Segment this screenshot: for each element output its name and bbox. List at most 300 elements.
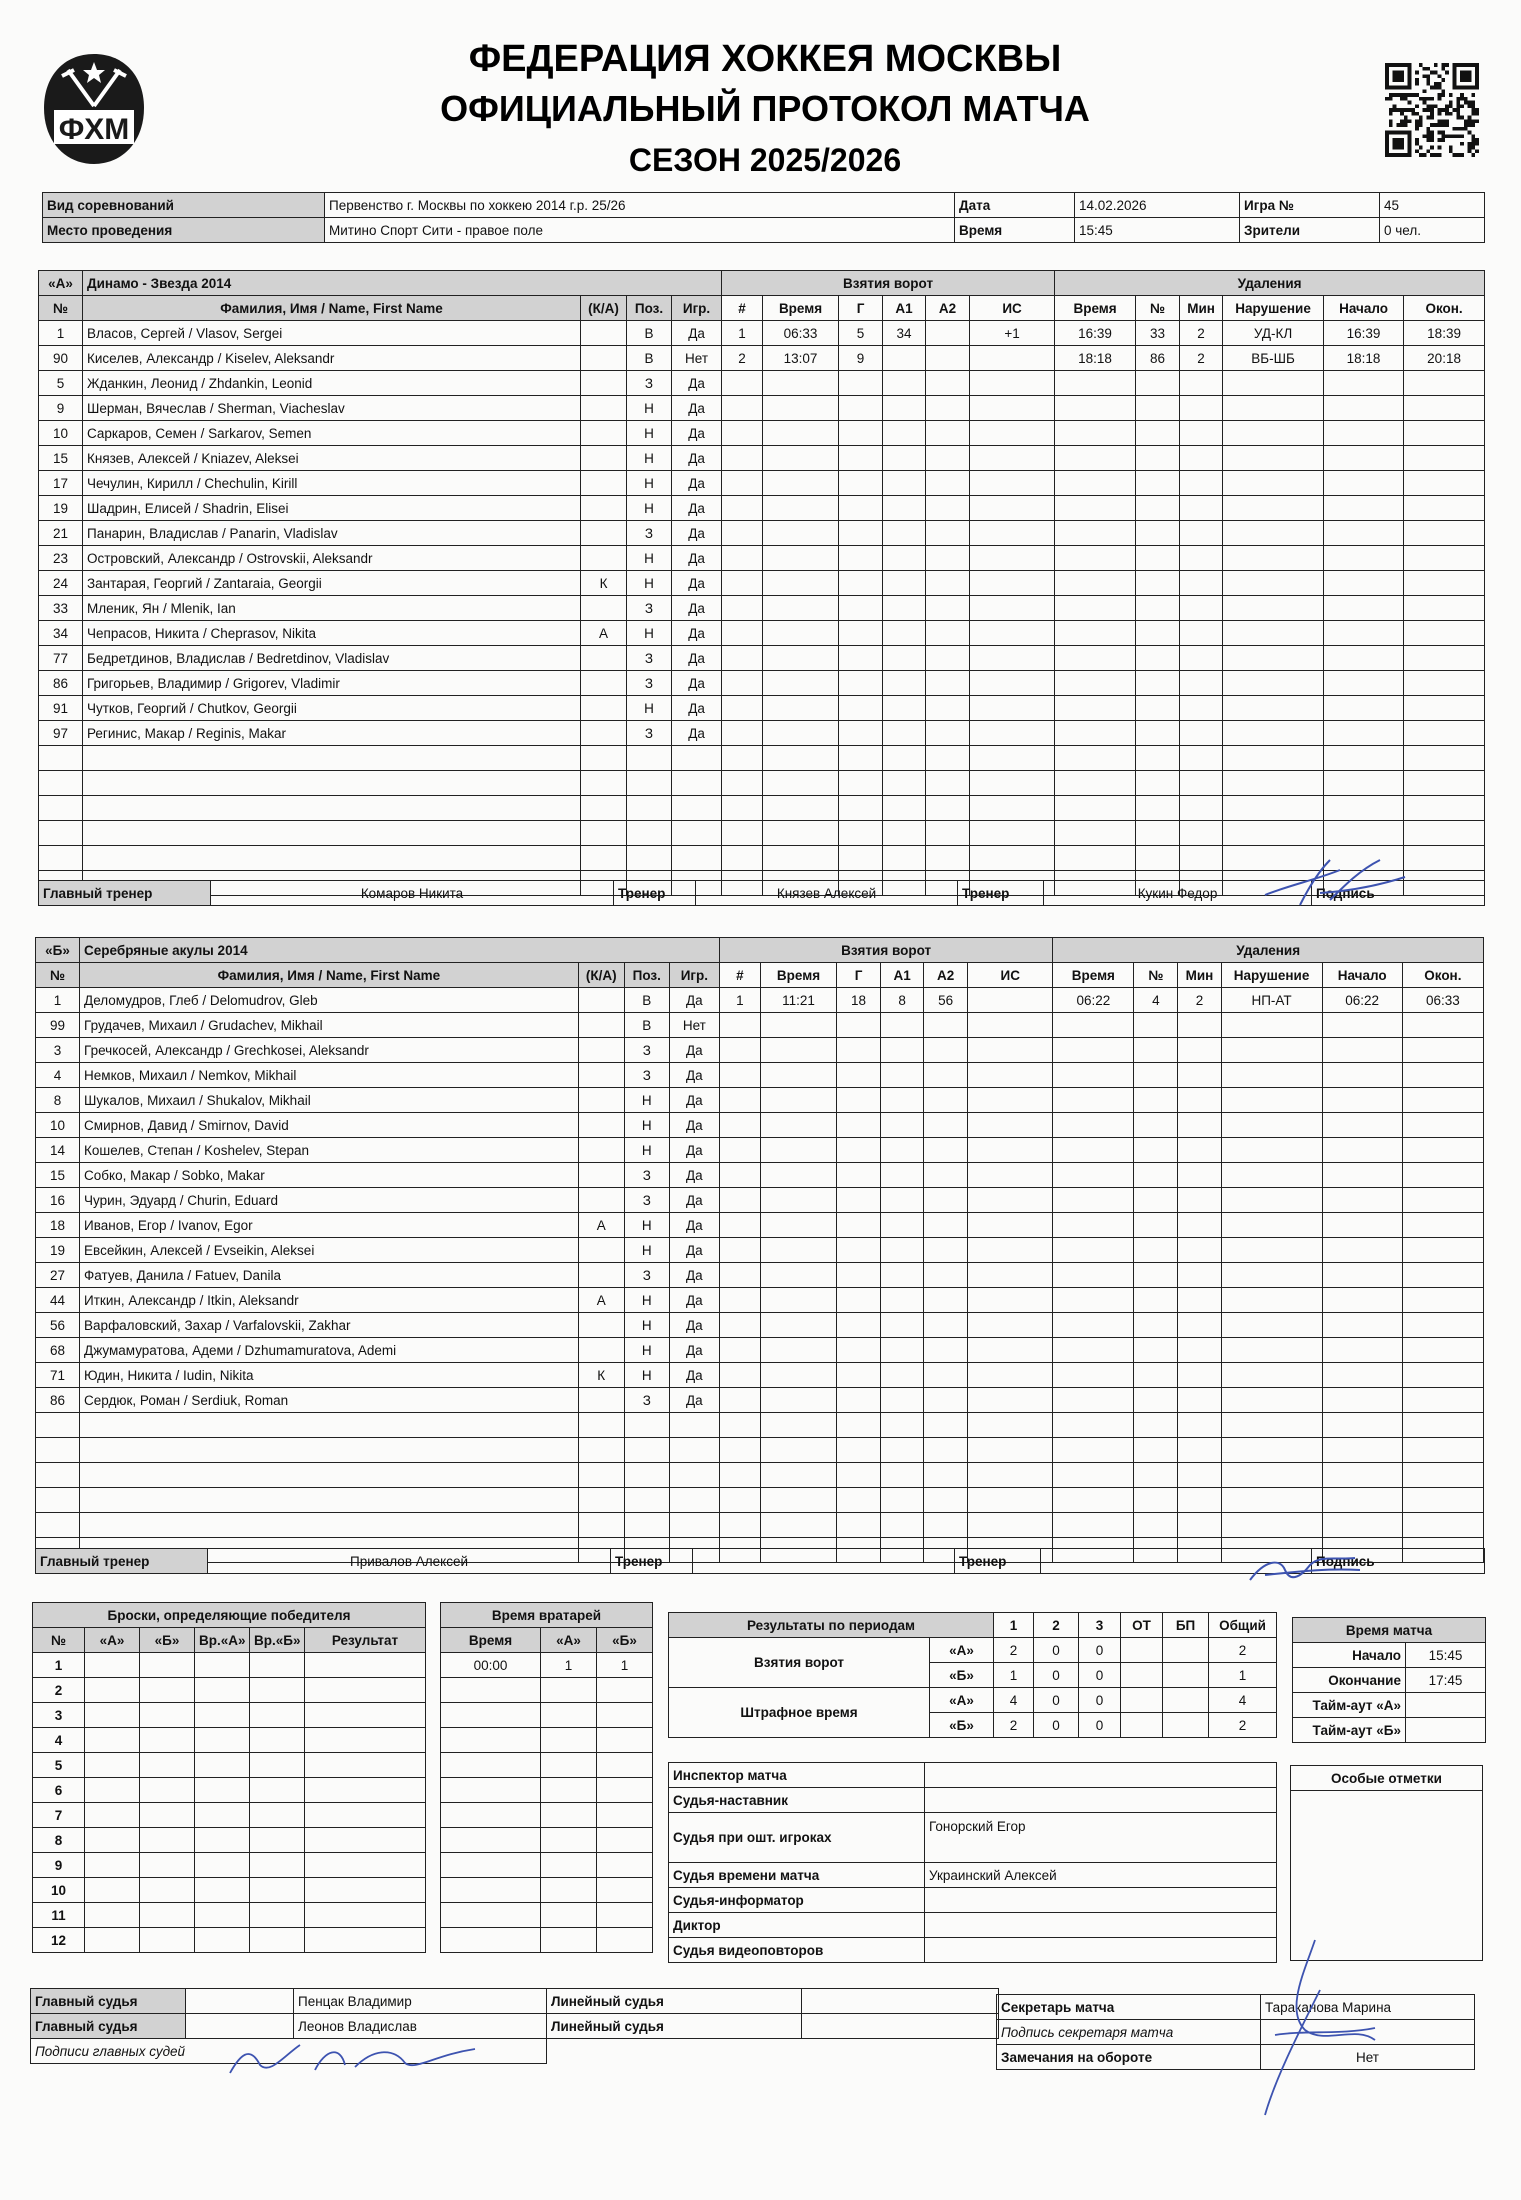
player-position: Н	[624, 1088, 669, 1113]
player-played: Да	[669, 1113, 719, 1138]
player-name: Смирнов, Давид / Smirnov, David	[80, 1113, 579, 1138]
pim-a-p2: 0	[1034, 1688, 1079, 1713]
player-number: 18	[36, 1213, 80, 1238]
player-played: Да	[669, 1163, 719, 1188]
shootout-row-number: 8	[33, 1828, 85, 1853]
col-p2: 2	[1034, 1613, 1079, 1638]
player-role	[578, 1188, 624, 1213]
team-code: «А»	[39, 271, 83, 296]
pim-a-total: 4	[1209, 1688, 1277, 1713]
goals-label: Взятия ворот	[669, 1638, 930, 1688]
date-value: 14.02.2026	[1075, 193, 1240, 218]
shootout-row-number: 6	[33, 1778, 85, 1803]
player-role: К	[581, 571, 627, 596]
goals-b-bp	[1163, 1663, 1209, 1688]
penalty-no: 4	[1134, 988, 1178, 1013]
player-name: Грудачев, Михаил / Grudachev, Mikhail	[80, 1013, 579, 1038]
pim-b-total: 2	[1209, 1713, 1277, 1738]
coach2-name	[1041, 1549, 1312, 1574]
player-name: Иванов, Егор / Ivanov, Egor	[80, 1213, 579, 1238]
coach2-label: Тренер	[958, 881, 1044, 906]
player-position: Н	[627, 546, 672, 571]
goals-title: Взятия ворот	[719, 938, 1052, 963]
player-role	[578, 1238, 624, 1263]
goal-time: 13:07	[763, 346, 839, 371]
player-number: 21	[39, 521, 83, 546]
goals-a-bp	[1163, 1638, 1209, 1663]
player-role	[581, 396, 627, 421]
period-results-table	[668, 1612, 1277, 1738]
shootout-row-number: 12	[33, 1928, 85, 1953]
special-notes-area	[1291, 1791, 1483, 1961]
player-played: Да	[672, 496, 722, 521]
player-number: 44	[36, 1288, 80, 1313]
player-role	[578, 1113, 624, 1138]
goal-a1: 8	[881, 988, 924, 1013]
place-value: Митино Спорт Сити - правое поле	[325, 218, 955, 243]
signature-label: Подпись	[1312, 881, 1485, 906]
player-position: Н	[624, 1363, 669, 1388]
col-total: Общий	[1209, 1613, 1277, 1638]
player-role	[581, 696, 627, 721]
col-penalty-end: Окон.	[1404, 296, 1485, 321]
player-number: 8	[36, 1088, 80, 1113]
goal-g: 5	[839, 321, 883, 346]
player-number: 3	[36, 1038, 80, 1063]
player-position: З	[627, 521, 672, 546]
player-position: Н	[627, 696, 672, 721]
team-a-label: «А»	[930, 1638, 994, 1663]
player-position: Н	[627, 496, 672, 521]
penalties-title: Удаления	[1055, 271, 1485, 296]
match-info-table	[42, 192, 1485, 243]
shootout-row-number: 5	[33, 1753, 85, 1778]
competition-label: Вид соревнований	[43, 193, 325, 218]
special-notes-title: Особые отметки	[1291, 1766, 1483, 1791]
player-name: Чечулин, Кирилл / Chechulin, Kirill	[83, 471, 581, 496]
col-bp: БП	[1163, 1613, 1209, 1638]
remarks-value: Нет	[1261, 2045, 1475, 2070]
player-played: Да	[672, 546, 722, 571]
goals-a-p1: 2	[994, 1638, 1034, 1663]
goal-is	[970, 346, 1055, 371]
pim-a-p3: 0	[1079, 1688, 1121, 1713]
col-assist-1: А1	[883, 296, 926, 321]
player-position: Н	[627, 471, 672, 496]
player-name: Чурин, Эдуард / Churin, Eduard	[80, 1188, 579, 1213]
player-position: Н	[624, 1238, 669, 1263]
player-role	[578, 1138, 624, 1163]
player-played: Да	[672, 421, 722, 446]
goals-a-ot	[1121, 1638, 1163, 1663]
player-number: 90	[39, 346, 83, 371]
main-referee-1: Пенцак Владимир	[294, 1989, 547, 2014]
penalty-box-judge-name: Гонорский Егор	[925, 1813, 1277, 1863]
player-role	[581, 646, 627, 671]
logo-text: ФХМ	[58, 113, 130, 146]
goal-time: 11:21	[760, 988, 836, 1013]
player-played: Да	[672, 721, 722, 746]
col-goal-time: Время	[760, 963, 836, 988]
special-notes-table	[1290, 1765, 1483, 1961]
player-name: Иткин, Александр / Itkin, Aleksandr	[80, 1288, 579, 1313]
col-penalty-player: №	[1134, 963, 1178, 988]
player-role	[578, 1263, 624, 1288]
penalty-time: 06:22	[1053, 988, 1134, 1013]
player-role	[581, 721, 627, 746]
player-position: В	[627, 321, 672, 346]
player-number: 77	[39, 646, 83, 671]
player-name: Кошелев, Степан / Koshelev, Stepan	[80, 1138, 579, 1163]
player-role	[581, 496, 627, 521]
col-penalty-minutes: Мин	[1180, 296, 1223, 321]
player-role	[581, 596, 627, 621]
penalty-end: 06:33	[1402, 988, 1483, 1013]
player-role	[578, 1038, 624, 1063]
col-p1: 1	[994, 1613, 1034, 1638]
player-number: 17	[39, 471, 83, 496]
player-played: Да	[672, 671, 722, 696]
goal-no: 1	[722, 321, 763, 346]
competition-value: Первенство г. Москвы по хоккею 2014 г.р. 25/26	[325, 193, 955, 218]
pim-b-p2: 0	[1034, 1713, 1079, 1738]
player-played: Да	[672, 696, 722, 721]
timekeeper-label: Судья времени матча	[669, 1863, 925, 1888]
mentor-label: Судья-наставник	[669, 1788, 925, 1813]
goals-b-p2: 0	[1034, 1663, 1079, 1688]
col-team-b: «Б»	[140, 1628, 195, 1653]
penalty-no: 33	[1136, 321, 1180, 346]
col-strength: ИС	[970, 296, 1055, 321]
goals-a-p2: 0	[1034, 1638, 1079, 1663]
player-number: 99	[36, 1013, 80, 1038]
coach2-label: Тренер	[955, 1549, 1041, 1574]
place-label: Место проведения	[43, 218, 325, 243]
penalty-box-judge-label: Судья при ошт. игроках	[669, 1813, 925, 1863]
penalty-end: 20:18	[1404, 346, 1485, 371]
gk-b-value: 1	[597, 1653, 653, 1678]
goals-a-p3: 0	[1079, 1638, 1121, 1663]
penalty-start: 18:18	[1324, 346, 1404, 371]
pim-b-p1: 2	[994, 1713, 1034, 1738]
player-role	[581, 371, 627, 396]
goals-b-ot	[1121, 1663, 1163, 1688]
player-role	[578, 1013, 624, 1038]
player-name: Киселев, Александр / Kiselev, Aleksandr	[83, 346, 581, 371]
qr-code	[1385, 62, 1479, 158]
team-b-staff	[35, 1548, 1485, 1574]
col-assist-1: А1	[881, 963, 924, 988]
player-played: Да	[672, 521, 722, 546]
player-position: Н	[627, 621, 672, 646]
player-position: З	[624, 1063, 669, 1088]
player-name: Жданкин, Леонид / Zhdankin, Leonid	[83, 371, 581, 396]
player-position: Н	[627, 446, 672, 471]
player-number: 1	[39, 321, 83, 346]
goals-a-total: 2	[1209, 1638, 1277, 1663]
col-penalty-end: Окон.	[1402, 963, 1483, 988]
player-role	[581, 346, 627, 371]
goals-b-total: 1	[1209, 1663, 1277, 1688]
announcer-label: Диктор	[669, 1913, 925, 1938]
player-number: 27	[36, 1263, 80, 1288]
time-value: 15:45	[1075, 218, 1240, 243]
player-played: Да	[669, 1213, 719, 1238]
player-name: Деломудров, Глеб / Delomudrov, Gleb	[80, 988, 579, 1013]
player-position: Н	[624, 1313, 669, 1338]
player-position: Н	[624, 1338, 669, 1363]
timeout-b-label: Тайм-аут «Б»	[1293, 1718, 1406, 1743]
end-label: Окончание	[1293, 1668, 1406, 1693]
gk-a-value: 1	[541, 1653, 597, 1678]
player-name: Панарин, Владислав / Panarin, Vladislav	[83, 521, 581, 546]
col-assist-2: А2	[926, 296, 970, 321]
team-b-label: «Б»	[930, 1713, 994, 1738]
start-value: 15:45	[1406, 1643, 1486, 1668]
col-assist-2: А2	[924, 963, 968, 988]
col-violation: Нарушение	[1223, 296, 1324, 321]
shootout-table	[32, 1602, 426, 1953]
goals-b-p3: 0	[1079, 1663, 1121, 1688]
player-played: Да	[669, 1363, 719, 1388]
penalty-viol: НП-АТ	[1221, 988, 1322, 1013]
coach-label: Тренер	[614, 881, 696, 906]
player-number: 68	[36, 1338, 80, 1363]
player-played: Да	[669, 988, 719, 1013]
penalties-title: Удаления	[1053, 938, 1484, 963]
player-position: Н	[624, 1113, 669, 1138]
player-played: Да	[669, 1038, 719, 1063]
penalty-min: 2	[1180, 346, 1223, 371]
season-title: СЕЗОН 2025/2026	[628, 142, 902, 178]
col-goal-time: Время	[763, 296, 839, 321]
col-penalty-minutes: Мин	[1178, 963, 1221, 988]
player-name: Джумамуратова, Адеми / Dzhumamuratova, Ademi	[80, 1338, 579, 1363]
player-number: 19	[39, 496, 83, 521]
referee-signatures-label: Подписи главных судей	[31, 2039, 547, 2064]
col-penalty-start: Начало	[1324, 296, 1404, 321]
goal-a2	[926, 346, 970, 371]
player-played: Да	[672, 446, 722, 471]
penalty-min: 2	[1180, 321, 1223, 346]
player-played: Да	[669, 1313, 719, 1338]
goals-title: Взятия ворот	[722, 271, 1055, 296]
goal-time: 06:33	[763, 321, 839, 346]
penalty-time: 18:18	[1055, 346, 1136, 371]
player-role	[581, 521, 627, 546]
player-name: Евсейкин, Алексей / Evseikin, Aleksei	[80, 1238, 579, 1263]
goal-a1: 34	[883, 321, 926, 346]
player-played: Нет	[672, 346, 722, 371]
player-role	[581, 446, 627, 471]
team-a-table	[38, 270, 1485, 896]
video-judge-label: Судья видеоповторов	[669, 1938, 925, 1963]
col-goal-number: #	[719, 963, 760, 988]
shootout-row-number: 10	[33, 1878, 85, 1903]
col-strength: ИС	[968, 963, 1053, 988]
goal-a2	[926, 321, 970, 346]
player-role	[581, 471, 627, 496]
player-name: Чепрасов, Никита / Cheprasov, Nikita	[83, 621, 581, 646]
head-coach-label: Главный тренер	[39, 881, 211, 906]
team-b-table	[35, 937, 1484, 1563]
col-team-a: «А»	[85, 1628, 140, 1653]
col-name: Фамилия, Имя / Name, First Name	[83, 296, 581, 321]
player-played: Да	[672, 646, 722, 671]
player-role	[581, 421, 627, 446]
col-team-b: «Б»	[597, 1628, 653, 1653]
team-name: Динамо - Звезда 2014	[83, 271, 722, 296]
pim-b-ot	[1121, 1713, 1163, 1738]
player-played: Да	[672, 371, 722, 396]
pim-label: Штрафное время	[669, 1688, 930, 1738]
player-number: 15	[36, 1163, 80, 1188]
linesman-label: Линейный судья	[547, 1989, 802, 2014]
player-name: Власов, Сергей / Vlasov, Sergei	[83, 321, 581, 346]
main-referee-label: Главный судья	[31, 2014, 186, 2039]
gk-time-value: 00:00	[441, 1653, 541, 1678]
penalty-no: 86	[1136, 346, 1180, 371]
player-role	[578, 1338, 624, 1363]
col-penalty-time: Время	[1055, 296, 1136, 321]
fhm-logo	[40, 50, 148, 168]
player-played: Да	[672, 621, 722, 646]
col-goal-scorer: Г	[837, 963, 881, 988]
player-position: В	[624, 988, 669, 1013]
player-role: К	[578, 1363, 624, 1388]
col-violation: Нарушение	[1221, 963, 1322, 988]
player-number: 15	[39, 446, 83, 471]
player-number: 91	[39, 696, 83, 721]
player-played: Да	[672, 321, 722, 346]
player-position: В	[627, 346, 672, 371]
player-played: Да	[672, 571, 722, 596]
timeout-a-value	[1406, 1693, 1486, 1718]
goal-g: 18	[837, 988, 881, 1013]
remarks-label: Замечания на обороте	[997, 2045, 1261, 2070]
player-played: Да	[672, 471, 722, 496]
player-role	[578, 1163, 624, 1188]
player-name: Бедретдинов, Владислав / Bedretdinov, Vladislav	[83, 646, 581, 671]
shootout-row-number: 7	[33, 1803, 85, 1828]
player-played: Да	[669, 1138, 719, 1163]
coach-label: Тренер	[611, 1549, 693, 1574]
penalty-start: 06:22	[1322, 988, 1402, 1013]
col-number: №	[33, 1628, 85, 1653]
player-played: Да	[669, 1188, 719, 1213]
goalie-time-table	[440, 1602, 653, 1953]
player-position: З	[627, 596, 672, 621]
date-label: Дата	[955, 193, 1075, 218]
player-role	[581, 546, 627, 571]
player-number: 14	[36, 1138, 80, 1163]
pim-b-p3: 0	[1079, 1713, 1121, 1738]
player-role	[578, 1063, 624, 1088]
col-p3: 3	[1079, 1613, 1121, 1638]
player-name: Григорьев, Владимир / Grigorev, Vladimir	[83, 671, 581, 696]
player-number: 4	[36, 1063, 80, 1088]
player-number: 10	[36, 1113, 80, 1138]
player-role: А	[581, 621, 627, 646]
player-name: Юдин, Никита / Iudin, Nikita	[80, 1363, 579, 1388]
coach-name	[693, 1549, 955, 1574]
player-number: 34	[39, 621, 83, 646]
informer-label: Судья-информатор	[669, 1888, 925, 1913]
coach2-name: Кукин Федор	[1044, 881, 1312, 906]
shootout-row-number: 4	[33, 1728, 85, 1753]
penalty-start: 16:39	[1324, 321, 1404, 346]
player-position: Н	[624, 1288, 669, 1313]
player-name: Регинис, Макар / Reginis, Makar	[83, 721, 581, 746]
goal-is	[968, 988, 1053, 1013]
player-number: 86	[36, 1388, 80, 1413]
player-played: Да	[669, 1063, 719, 1088]
player-position: Н	[624, 1138, 669, 1163]
col-ka: (К/А)	[581, 296, 627, 321]
col-penalty-time: Время	[1053, 963, 1134, 988]
player-played: Да	[672, 396, 722, 421]
col-position: Поз.	[627, 296, 672, 321]
game-number-label: Игра №	[1240, 193, 1380, 218]
col-number: №	[39, 296, 83, 321]
player-role: А	[578, 1213, 624, 1238]
timeout-b-value	[1406, 1718, 1486, 1743]
player-played: Да	[669, 1088, 719, 1113]
player-position: Н	[627, 571, 672, 596]
linesman-label: Линейный судья	[547, 2014, 802, 2039]
protocol-title: ОФИЦИАЛЬНЫЙ ПРОТОКОЛ МАТЧА	[440, 88, 1090, 129]
match-time-title: Время матча	[1293, 1618, 1486, 1643]
federation-title: ФЕДЕРАЦИЯ ХОККЕЯ МОСКВЫ	[468, 38, 1062, 80]
player-number: 97	[39, 721, 83, 746]
player-name: Зантарая, Георгий / Zantaraia, Georgii	[83, 571, 581, 596]
player-position: З	[624, 1188, 669, 1213]
shootout-row-number: 1	[33, 1653, 85, 1678]
game-number-value: 45	[1380, 193, 1485, 218]
secretary-signature-label: Подпись секретаря матча	[997, 2020, 1261, 2045]
player-name: Шукалов, Михаил / Shukalov, Mikhail	[80, 1088, 579, 1113]
penalty-viol: УД-КЛ	[1223, 321, 1324, 346]
col-gk-b: Вр.«Б»	[250, 1628, 305, 1653]
col-goal-number: #	[722, 296, 763, 321]
player-number: 23	[39, 546, 83, 571]
pim-a-bp	[1163, 1688, 1209, 1713]
player-number: 5	[39, 371, 83, 396]
col-gk-a: Вр.«А»	[195, 1628, 250, 1653]
player-position: З	[624, 1038, 669, 1063]
player-number: 10	[39, 421, 83, 446]
player-position: З	[624, 1263, 669, 1288]
team-name: Серебряные акулы 2014	[80, 938, 720, 963]
player-played: Да	[669, 1288, 719, 1313]
player-name: Сердюк, Роман / Serdiuk, Roman	[80, 1388, 579, 1413]
pim-a-p1: 4	[994, 1688, 1034, 1713]
player-role	[581, 671, 627, 696]
player-role	[578, 1313, 624, 1338]
player-role	[578, 1388, 624, 1413]
player-played: Нет	[669, 1013, 719, 1038]
player-number: 56	[36, 1313, 80, 1338]
col-result: Результат	[305, 1628, 426, 1653]
periods-title: Результаты по периодам	[669, 1613, 994, 1638]
player-name: Собко, Макар / Sobko, Makar	[80, 1163, 579, 1188]
player-number: 71	[36, 1363, 80, 1388]
player-position: З	[624, 1388, 669, 1413]
secretary-table	[996, 1994, 1475, 2070]
player-position: З	[627, 721, 672, 746]
spectators-value: 0 чел.	[1380, 218, 1485, 243]
shootout-row-number: 2	[33, 1678, 85, 1703]
